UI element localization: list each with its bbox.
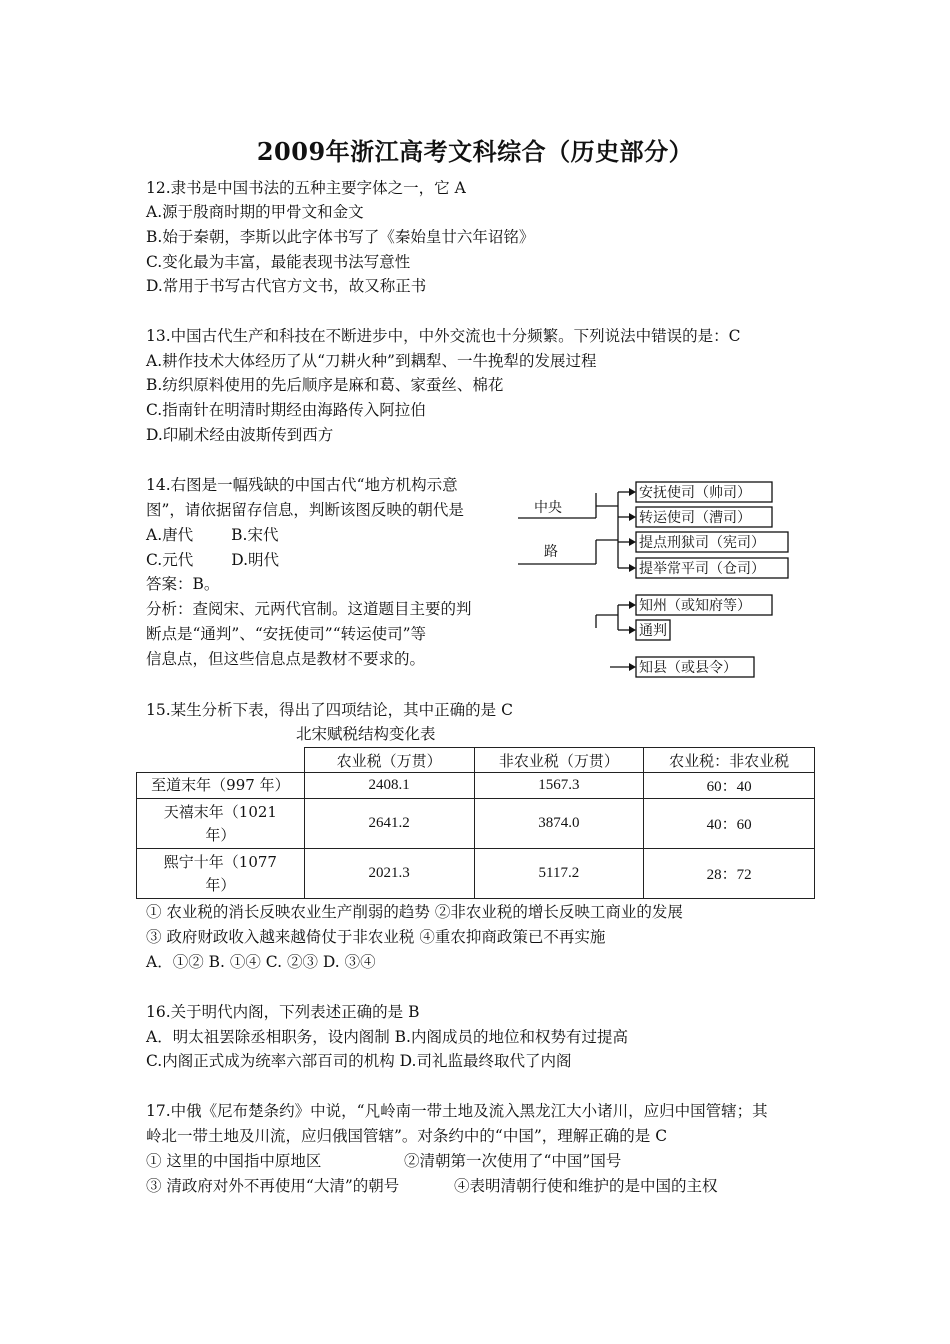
- table-header-cell: 农业税（万贯）: [304, 748, 474, 773]
- q12-option-a: A.源于殷商时期的甲骨文和金文: [146, 203, 364, 221]
- q12-option-d: D.常用于书写古代官方文书，故又称正书: [146, 277, 427, 295]
- q15-conclusions-line-2: ③ 政府财政收入越来越倚仗于非农业税 ④重农抑商政策已不再实施: [146, 928, 606, 946]
- q15-table-title: 北宋赋税结构变化表: [296, 725, 436, 743]
- table-cell-agri: 2408.1: [304, 773, 474, 799]
- q13-option-b: B.纺织原料使用的先后顺序是麻和葛、家蚕丝、棉花: [146, 376, 504, 394]
- diagram-office-zhixian: 知县（或县令）: [639, 660, 737, 676]
- q15-options: A．①② B. ①④ C. ②③ D. ③④: [146, 953, 376, 971]
- diagram-office-zhuanyun: 转运使司（漕司）: [639, 510, 751, 526]
- q13-option-d: D.印刷术经由波斯传到西方: [146, 426, 334, 444]
- q17-options-row-1: [146, 1151, 621, 1171]
- table-row-label: 至道末年（997 年）: [137, 773, 305, 799]
- table-header-row: [137, 748, 815, 773]
- diagram-office-anfu: 安抚使司（帅司）: [639, 485, 751, 501]
- table-row-label: [137, 849, 305, 899]
- table-header-cell: 农业税：非农业税: [644, 748, 815, 773]
- table-header-cell: [137, 748, 305, 773]
- q17-options-row-2: [146, 1176, 718, 1196]
- diagram-office-zhizhou: 知州（或知府等）: [639, 598, 751, 614]
- diagram-office-tongpan: 通判: [639, 623, 667, 639]
- q17-option-1: ① 这里的中国指中原地区: [146, 1152, 322, 1170]
- local-institution-diagram: [518, 478, 818, 683]
- q15-stem: 15.某生分析下表，得出了四项结论，其中正确的是 C: [146, 701, 513, 719]
- q14-option-b: B.宋代: [231, 526, 279, 544]
- q17-option-3: ③ 清政府对外不再使用“大清”的朝号: [146, 1177, 400, 1195]
- diagram-zhongyang: 中央: [534, 500, 562, 516]
- q14-stem-line-1: 14.右图是一幅残缺的中国古代“地方机构示意: [146, 476, 458, 494]
- q17-stem-line-2: 岭北一带土地及川流，应归俄国管辖”。对条约中的“中国”，理解正确的是 C: [146, 1127, 668, 1145]
- table-cell-nonagri: 1567.3: [474, 773, 644, 799]
- table-row: [137, 849, 815, 899]
- diagram-office-tidian: 提点刑狱司（宪司）: [639, 535, 765, 551]
- q14-answer: 答案：B。: [146, 575, 220, 593]
- q12-option-c: C.变化最为丰富，最能表现书法写意性: [146, 253, 411, 271]
- q15-conclusions-line-1: ① 农业税的消长反映农业生产削弱的趋势 ②非农业税的增长反映工商业的发展: [146, 903, 683, 921]
- table-cell-nonagri: 3874.0: [474, 799, 644, 849]
- table-row: [137, 799, 815, 849]
- q12-option-b: B.始于秦朝，李斯以此字体书写了《秦始皇廿六年诏铭》: [146, 228, 535, 246]
- q13-stem: 13.中国古代生产和科技在不断进步中，中外交流也十分频繁。下列说法中错误的是：C: [146, 327, 741, 345]
- q13-option-c: C.指南针在明清时期经由海路传入阿拉伯: [146, 401, 426, 419]
- q13-option-a: A.耕作技术大体经历了从“刀耕火种”到耦犁、一牛挽犁的发展过程: [146, 352, 597, 370]
- table-header-cell: 非农业税（万贯）: [474, 748, 644, 773]
- q14-option-c: C.元代: [146, 551, 194, 569]
- page-title: 2009年浙江高考文科综合（历史部分）: [256, 137, 694, 166]
- q14-option-a: A.唐代: [146, 526, 194, 544]
- q14-options-row-1: [146, 525, 278, 545]
- table-row: [137, 773, 815, 799]
- table-cell-ratio: 28：72: [644, 849, 815, 899]
- q14-option-d: D.明代: [231, 551, 280, 569]
- q14-analysis-line-1: 分析：查阅宋、元两代官制。这道题目主要的判: [146, 600, 472, 618]
- q16-options-line-2: C.内阁正式成为统率六部百司的机构 D.司礼监最终取代了内阁: [146, 1052, 572, 1070]
- q17-option-2: ②清朝第一次使用了“中国”国号: [404, 1152, 622, 1170]
- table-row-label-line: 年）: [205, 825, 236, 844]
- table-row-label-line: 天禧末年（1021: [163, 802, 277, 821]
- q16-options-line-1: A．明太祖罢除丞相职务，设内阁制 B.内阁成员的地位和权势有过提高: [146, 1028, 628, 1046]
- q14-stem-line-2: 图”，请依据留存信息，判断该图反映的朝代是: [146, 501, 464, 519]
- q17-option-4: ④表明清朝行使和维护的是中国的主权: [454, 1177, 718, 1195]
- table-row-label: [137, 799, 305, 849]
- diagram-office-tiju: 提举常平司（仓司）: [639, 561, 765, 577]
- table-row-label-line: 熙宁十年（1077: [163, 852, 277, 871]
- table-cell-ratio: 40：60: [644, 799, 815, 849]
- q14-options-row-2: [146, 550, 279, 570]
- table-cell-agri: 2021.3: [304, 849, 474, 899]
- table-cell-ratio: 60：40: [644, 773, 815, 799]
- q14-analysis-line-2: 断点是“通判”、“安抚使司”“转运使司”等: [146, 625, 427, 643]
- table-cell-agri: 2641.2: [304, 799, 474, 849]
- q17-stem-line-1: 17.中俄《尼布楚条约》中说，“凡岭南一带土地及流入黑龙江大小诸川，应归中国管辖；其: [146, 1102, 768, 1120]
- q16-stem: 16.关于明代内阁，下列表述正确的是 B: [146, 1003, 420, 1021]
- tax-structure-table: [136, 747, 815, 899]
- table-row-label-line: 年）: [205, 875, 236, 894]
- table-cell-nonagri: 5117.2: [474, 849, 644, 899]
- q12-stem: 12.隶书是中国书法的五种主要字体之一，它 A: [146, 179, 466, 197]
- q14-analysis-line-3: 信息点，但这些信息点是教材不要求的。: [146, 650, 426, 668]
- diagram-lu: 路: [544, 544, 558, 560]
